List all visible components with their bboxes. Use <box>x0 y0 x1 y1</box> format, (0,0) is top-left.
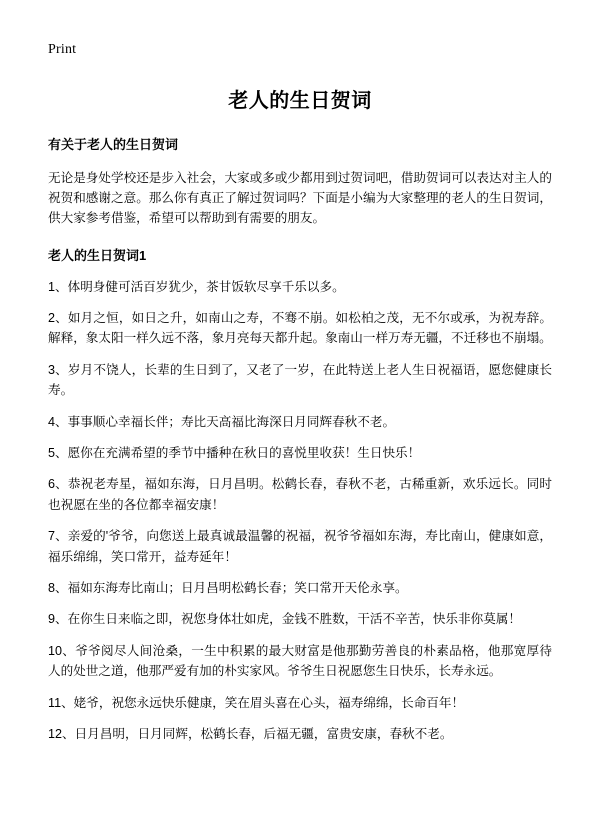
list-item: 4、事事顺心幸福长伴；寿比天高福比海深日月同辉春秋不老。 <box>48 414 396 429</box>
list-item: 11、姥爷，祝您永远快乐健康，笑在眉头喜在心头，福寿绵绵，长命百年！ <box>48 695 465 710</box>
list-item: 7、亲爱的'爷爷，向您送上最真诚最温馨的祝福，祝爷爷福如东海，寿比南山，健康如意，福乐绵绵，笑口常开，益寿延年！ <box>48 529 552 564</box>
list-item: 5、愿你在充满希望的季节中播种在秋日的喜悦里收获！生日快乐！ <box>48 446 421 461</box>
list-item: 8、福如东海寿比南山；日月昌明松鹤长春；笑口常开天伦永享。 <box>48 580 408 595</box>
document-subheading: 有关于老人的生日贺词 <box>48 137 179 152</box>
print-link[interactable]: Print <box>48 42 77 57</box>
list-item: 6、恭祝老寿星，福如东海，日月昌明。松鹤长春，春秋不老，古稀重新，欢乐远长。同时也祝愿在坐的各位都幸福安康！ <box>48 477 552 512</box>
list-item: 1、体明身健可活百岁犹少，茶甘饭软尽享千乐以多。 <box>48 279 345 294</box>
list-item: 12、日月昌明，日月同辉，松鹤长春，后福无疆，富贵安康，春秋不老。 <box>48 726 453 741</box>
intro-paragraph: 无论是身处学校还是步入社会，大家或多或少都用到过贺词吧，借助贺词可以表达对主人的祝贺和感谢之意。那么你有真正了解过贺词吗？下面是小编为大家整理的老人的生日贺词，供大家参考借鉴，希望可以帮助到有需要的朋友。 <box>48 170 552 226</box>
list-item: 2、如月之恒，如日之升，如南山之寿，不骞不崩。如松柏之茂，无不尔或承，为祝寿辞。解释，象太阳一样久远不落，象月亮每天都升起。象南山一样万寿无疆，不迁移也不崩塌。 <box>48 311 552 346</box>
list-item: 10、爷爷阅尽人间沧桑，一生中积累的最大财富是他那勤劳善良的朴素品格，他那宽厚待人的处世之道，他那严爱有加的朴实家风。爷爷生日祝愿您生日快乐，长寿永远。 <box>48 643 552 679</box>
list-item: 9、在你生日来临之即，祝您身体壮如虎，金钱不胜数，干活不辛苦，快乐非你莫属！ <box>48 612 521 627</box>
list-item: 3、岁月不饶人，长辈的生日到了，又老了一岁，在此特送上老人生日祝福语，愿您健康长寿。 <box>48 362 552 398</box>
page-title: 老人的生日贺词 <box>228 90 372 112</box>
section-heading: 老人的生日贺词1 <box>48 247 147 263</box>
